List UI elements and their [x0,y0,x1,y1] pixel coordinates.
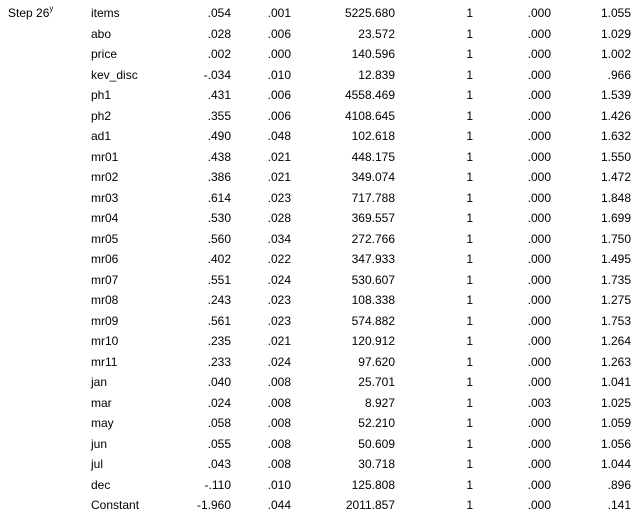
df-cell: 1 [466,149,473,164]
coefficient-b-cell: .040 [207,375,231,390]
wald-cell: 574.882 [351,313,395,328]
variable-name-cell: kev_disc [91,67,138,82]
exp-b-cell: .896 [607,477,631,492]
table-row [0,331,640,352]
table-row [0,249,640,270]
significance-cell: .000 [527,375,551,390]
exp-b-cell: 1.002 [600,47,631,62]
df-cell: 1 [466,67,473,82]
df-cell: 1 [466,26,473,41]
exp-b-cell: 1.495 [600,252,631,267]
standard-error-cell: .023 [267,313,291,328]
coefficient-b-cell: -.034 [203,67,231,82]
standard-error-cell: .023 [267,190,291,205]
table-row [0,475,640,496]
exp-b-cell: .966 [607,67,631,82]
coefficient-b-cell: .530 [207,211,231,226]
standard-error-cell: .022 [267,252,291,267]
standard-error-cell: .008 [267,375,291,390]
coefficient-b-cell: .054 [207,6,231,20]
exp-b-cell: 1.426 [600,108,631,123]
significance-cell: .000 [527,47,551,62]
table-row [0,65,640,86]
coefficient-b-cell: -.110 [204,477,231,492]
step-label-text: Step 26 [8,6,50,20]
coefficient-b-cell: .561 [207,313,231,328]
variable-name-cell: Constant [91,498,140,513]
significance-cell: .000 [527,108,551,123]
variable-name-cell: may [91,416,114,431]
table-row [0,85,640,106]
coefficient-b-cell: .058 [207,416,231,431]
exp-b-cell: 1.264 [600,334,631,349]
wald-cell: 25.701 [358,375,395,390]
variable-name-cell: dec [91,477,111,492]
table-row [0,229,640,250]
df-cell: 1 [466,129,473,144]
variable-name-cell: mr06 [91,252,119,267]
significance-cell: .000 [527,252,551,267]
table-row [0,454,640,475]
coefficient-b-cell: .055 [207,436,231,451]
significance-cell: .000 [527,498,551,513]
standard-error-cell: .000 [267,47,291,62]
coefficient-b-cell: .614 [207,190,231,205]
table-row [0,495,640,516]
significance-cell: .000 [527,354,551,369]
standard-error-cell: .034 [267,231,291,246]
table-row [0,311,640,332]
exp-b-cell: 1.750 [600,231,631,246]
table-row [0,270,640,291]
standard-error-cell: .008 [267,457,291,472]
exp-b-cell: 1.275 [600,293,631,308]
exp-b-cell: 1.699 [600,211,631,226]
wald-cell: 448.175 [351,149,395,164]
significance-cell: .000 [527,6,551,20]
exp-b-cell: 1.059 [600,416,631,431]
df-cell: 1 [466,88,473,103]
standard-error-cell: .001 [267,6,291,20]
wald-cell: 108.338 [351,293,395,308]
coefficients-table [0,3,640,516]
variable-name-cell: mr10 [91,334,119,349]
coefficient-b-cell: .560 [207,231,231,246]
exp-b-cell: .141 [607,498,631,513]
standard-error-cell: .024 [267,272,291,287]
exp-b-cell: 1.539 [600,88,631,103]
coefficient-b-cell: .043 [207,457,231,472]
variable-name-cell: ad1 [91,129,112,144]
wald-cell: 52.210 [358,416,395,431]
df-cell: 1 [466,170,473,185]
table-row [0,106,640,127]
significance-cell: .000 [527,231,551,246]
table-row [0,24,640,45]
exp-b-cell: 1.044 [600,457,631,472]
coefficient-b-cell: .438 [207,149,231,164]
variable-name-cell: ph2 [91,108,112,123]
coefficient-b-cell: .355 [207,108,231,123]
wald-cell: 125.808 [351,477,395,492]
coefficient-b-cell: .490 [207,129,231,144]
wald-cell: 272.766 [351,231,395,246]
variable-name-cell: mar [91,395,112,410]
df-cell: 1 [466,354,473,369]
wald-cell: 717.788 [351,190,395,205]
variable-name-cell: mr04 [91,211,119,226]
wald-cell: 5225.680 [344,6,395,20]
coefficient-b-cell: .402 [207,252,231,267]
standard-error-cell: .008 [267,395,291,410]
coefficient-b-cell: .028 [207,26,231,41]
variable-name-cell: mr01 [91,149,119,164]
table-row [0,44,640,65]
exp-b-cell: 1.632 [600,129,631,144]
exp-b-cell: 1.848 [600,190,631,205]
significance-cell: .000 [527,190,551,205]
exp-b-cell: 1.472 [600,170,631,185]
wald-cell: 369.557 [351,211,395,226]
table-row [0,413,640,434]
table-row [0,167,640,188]
standard-error-cell: .044 [267,498,291,513]
df-cell: 1 [466,293,473,308]
exp-b-cell: 1.055 [600,6,631,20]
table-row [0,434,640,455]
standard-error-cell: .006 [267,108,291,123]
standard-error-cell: .010 [267,477,291,492]
variable-name-cell: mr11 [91,354,118,369]
wald-cell: 2011.857 [345,498,395,513]
standard-error-cell: .006 [267,88,291,103]
df-cell: 1 [466,211,473,226]
coefficient-b-cell: .386 [207,170,231,185]
significance-cell: .000 [527,334,551,349]
df-cell: 1 [466,334,473,349]
df-cell: 1 [466,395,473,410]
significance-cell: .000 [527,436,551,451]
variable-name-cell: ph1 [91,88,112,103]
coefficient-b-cell: .551 [207,272,231,287]
variable-name-cell: abo [91,26,112,41]
df-cell: 1 [466,6,473,20]
standard-error-cell: .024 [267,354,291,369]
coefficient-b-cell: -1.960 [196,498,231,513]
wald-cell: 120.912 [351,334,395,349]
df-cell: 1 [466,457,473,472]
significance-cell: .000 [527,313,551,328]
significance-cell: .000 [527,129,551,144]
wald-cell: 97.620 [358,354,395,369]
table-row [0,147,640,168]
standard-error-cell: .006 [267,26,291,41]
coefficient-b-cell: .235 [207,334,231,349]
table-row [0,3,640,24]
exp-b-cell: 1.029 [600,26,631,41]
df-cell: 1 [466,477,473,492]
significance-cell: .000 [527,88,551,103]
df-cell: 1 [466,231,473,246]
variable-name-cell: mr07 [91,272,119,287]
variable-name-cell: jan [91,375,108,390]
table-row [0,393,640,414]
standard-error-cell: .008 [267,416,291,431]
wald-cell: 30.718 [358,457,395,472]
wald-cell: 12.839 [358,67,395,82]
significance-cell: .000 [527,26,551,41]
standard-error-cell: .021 [267,334,291,349]
significance-cell: .000 [527,67,551,82]
wald-cell: 4108.645 [344,108,395,123]
significance-cell: .000 [527,211,551,226]
significance-cell: .000 [527,416,551,431]
variable-name-cell: price [91,47,118,62]
table-row [0,372,640,393]
table-row [0,126,640,147]
exp-b-cell: 1.550 [600,149,631,164]
exp-b-cell: 1.735 [600,272,631,287]
coefficient-b-cell: .243 [207,293,231,308]
variable-name-cell: mr08 [91,293,119,308]
exp-b-cell: 1.025 [600,395,631,410]
significance-cell: .000 [527,149,551,164]
exp-b-cell: 1.041 [600,375,631,390]
wald-cell: 50.609 [358,436,395,451]
table-row [0,188,640,209]
significance-cell: .000 [527,293,551,308]
wald-cell: 347.933 [351,252,395,267]
df-cell: 1 [466,375,473,390]
variable-name-cell: items [91,6,120,20]
wald-cell: 140.596 [351,47,395,62]
significance-cell: .000 [527,477,551,492]
df-cell: 1 [466,47,473,62]
standard-error-cell: .028 [267,211,291,226]
standard-error-cell: .021 [267,170,291,185]
standard-error-cell: .048 [267,129,291,144]
df-cell: 1 [466,252,473,267]
coefficient-b-cell: .024 [207,395,231,410]
df-cell: 1 [466,436,473,451]
variable-name-cell: mr03 [91,190,119,205]
df-cell: 1 [466,272,473,287]
wald-cell: 23.572 [358,26,395,41]
coefficient-b-cell: .233 [207,354,231,369]
exp-b-cell: 1.056 [600,436,631,451]
significance-cell: .000 [527,272,551,287]
standard-error-cell: .010 [267,67,291,82]
variable-name-cell: mr05 [91,231,119,246]
wald-cell: 530.607 [351,272,395,287]
df-cell: 1 [466,416,473,431]
variable-name-cell: mr02 [91,170,119,185]
variable-name-cell: jul [91,457,104,472]
variable-name-cell: jun [91,436,108,451]
df-cell: 1 [466,108,473,123]
wald-cell: 8.927 [364,395,395,410]
df-cell: 1 [466,190,473,205]
df-cell: 1 [466,313,473,328]
wald-cell: 349.074 [351,170,395,185]
significance-cell: .000 [527,457,551,472]
step-footnote-marker: y [49,4,54,13]
exp-b-cell: 1.263 [600,354,631,369]
standard-error-cell: .008 [267,436,291,451]
coefficient-b-cell: .002 [207,47,231,62]
significance-cell: .000 [527,170,551,185]
standard-error-cell: .021 [267,149,291,164]
table-row [0,352,640,373]
table-row [0,208,640,229]
variable-name-cell: mr09 [91,313,119,328]
significance-cell: .003 [527,395,551,410]
table-row [0,290,640,311]
df-cell: 1 [466,498,473,513]
coefficient-b-cell: .431 [207,88,231,103]
wald-cell: 4558.469 [344,88,395,103]
standard-error-cell: .023 [267,293,291,308]
exp-b-cell: 1.753 [600,313,631,328]
wald-cell: 102.618 [351,129,395,144]
